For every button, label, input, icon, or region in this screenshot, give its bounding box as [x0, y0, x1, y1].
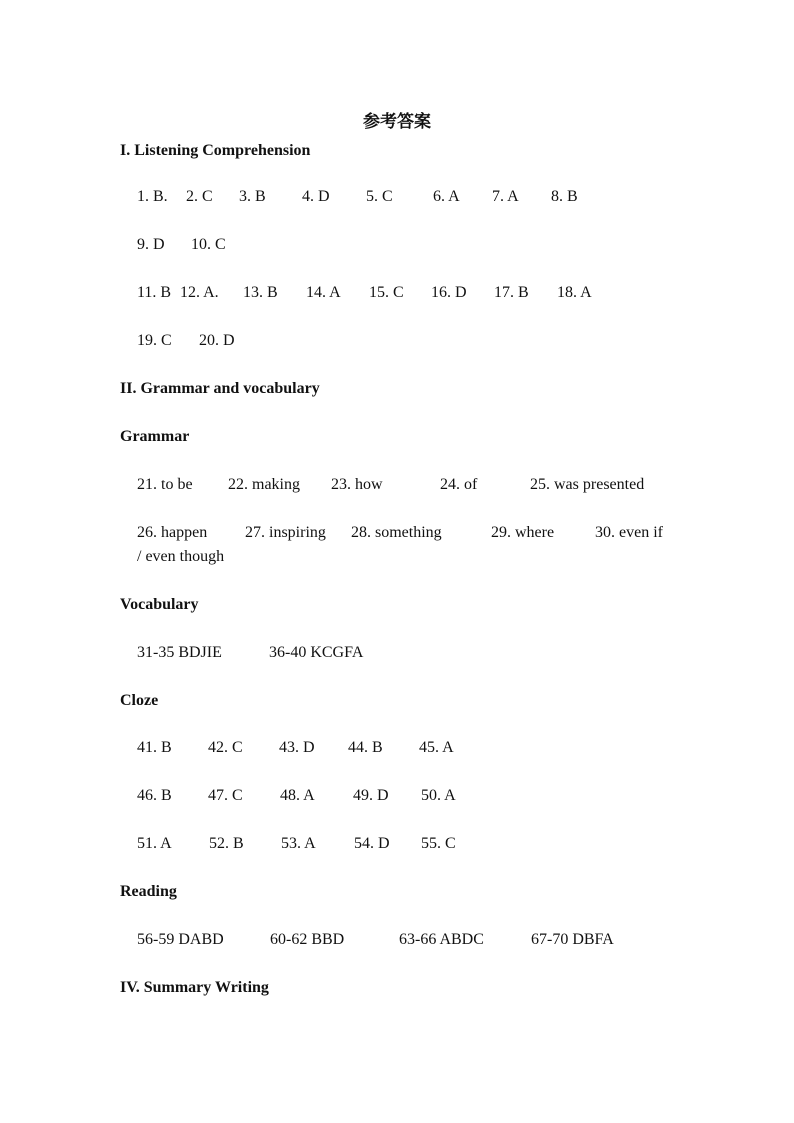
listening-row-1 [137, 188, 697, 208]
subsection-heading-reading: Reading [120, 883, 177, 900]
answer-item: 47. C [208, 787, 243, 804]
answer-item: 5. C [366, 188, 393, 205]
answer-item: 11. B [137, 284, 172, 301]
answer-item: 25. was presented [530, 476, 645, 493]
grammar-row-2 [137, 524, 697, 544]
subsection-heading-vocabulary: Vocabulary [120, 596, 199, 613]
answer-item: 17. B [494, 284, 529, 301]
answer-item: 48. A [280, 787, 315, 804]
answer-item: 26. happen [137, 524, 208, 541]
answer-item: 3. B [239, 188, 266, 205]
grammar-row-1 [137, 476, 697, 496]
listening-row-4 [137, 332, 697, 352]
answer-item: 8. B [551, 188, 578, 205]
answer-item: 23. how [331, 476, 383, 493]
answer-item: 16. D [431, 284, 467, 301]
answer-item: 55. C [421, 835, 456, 852]
answer-item: 60-62 BBD [270, 931, 345, 948]
answer-item: 42. C [208, 739, 243, 756]
answer-item: 63-66 ABDC [399, 931, 484, 948]
listening-row-3 [137, 284, 697, 304]
answer-item: 2. C [186, 188, 213, 205]
section-heading-grammar-vocabulary: II. Grammar and vocabulary [120, 380, 320, 397]
cloze-row-3 [137, 835, 697, 855]
answer-item: 18. A [557, 284, 592, 301]
answer-item: 24. of [440, 476, 478, 493]
listening-row-2 [137, 236, 697, 256]
answer-item: 54. D [354, 835, 390, 852]
answer-item: 45. A [419, 739, 454, 756]
answer-item: 14. A [306, 284, 341, 301]
answer-item: 27. inspiring [245, 524, 326, 541]
answer-item: 29. where [491, 524, 555, 541]
section-heading-summary-writing: IV. Summary Writing [120, 979, 269, 996]
answer-item: 22. making [228, 476, 300, 493]
answer-item: 31-35 BDJIE [137, 644, 222, 661]
answer-item: 52. B [209, 835, 244, 852]
answer-item: 30. even if [595, 524, 663, 541]
answer-item: 1. B. [137, 188, 168, 205]
grammar-row-2-continuation: / even though [137, 548, 225, 565]
answer-item: 36-40 KCGFA [269, 644, 364, 661]
answer-item: 6. A [433, 188, 460, 205]
answer-item: 28. something [351, 524, 442, 541]
vocabulary-row-1 [137, 644, 697, 664]
answer-item: 13. B [243, 284, 278, 301]
cloze-row-2 [137, 787, 697, 807]
answer-item: 44. B [348, 739, 383, 756]
page-title: 参考答案 [363, 112, 431, 132]
section-heading-listening: I. Listening Comprehension [120, 142, 311, 159]
answer-item: 67-70 DBFA [531, 931, 614, 948]
answer-item: 20. D [199, 332, 235, 349]
reading-row-1 [137, 931, 697, 951]
answer-item: 53. A [281, 835, 316, 852]
answer-item: 10. C [191, 236, 226, 253]
answer-item: 4. D [302, 188, 330, 205]
answer-item: 51. A [137, 835, 172, 852]
answer-item: 9. D [137, 236, 165, 253]
subsection-heading-cloze: Cloze [120, 692, 159, 709]
answer-item: 15. C [369, 284, 404, 301]
answer-item: 49. D [353, 787, 389, 804]
subsection-heading-grammar: Grammar [120, 428, 190, 445]
cloze-row-1 [137, 739, 697, 759]
answer-item: 50. A [421, 787, 456, 804]
answer-item: 7. A [492, 188, 519, 205]
answer-item: 46. B [137, 787, 172, 804]
answer-item: 43. D [279, 739, 315, 756]
answer-item: 12. A. [180, 284, 219, 301]
answer-item: 21. to be [137, 476, 193, 493]
answer-item: 19. C [137, 332, 172, 349]
answer-item: 41. B [137, 739, 172, 756]
answer-item: 56-59 DABD [137, 931, 224, 948]
